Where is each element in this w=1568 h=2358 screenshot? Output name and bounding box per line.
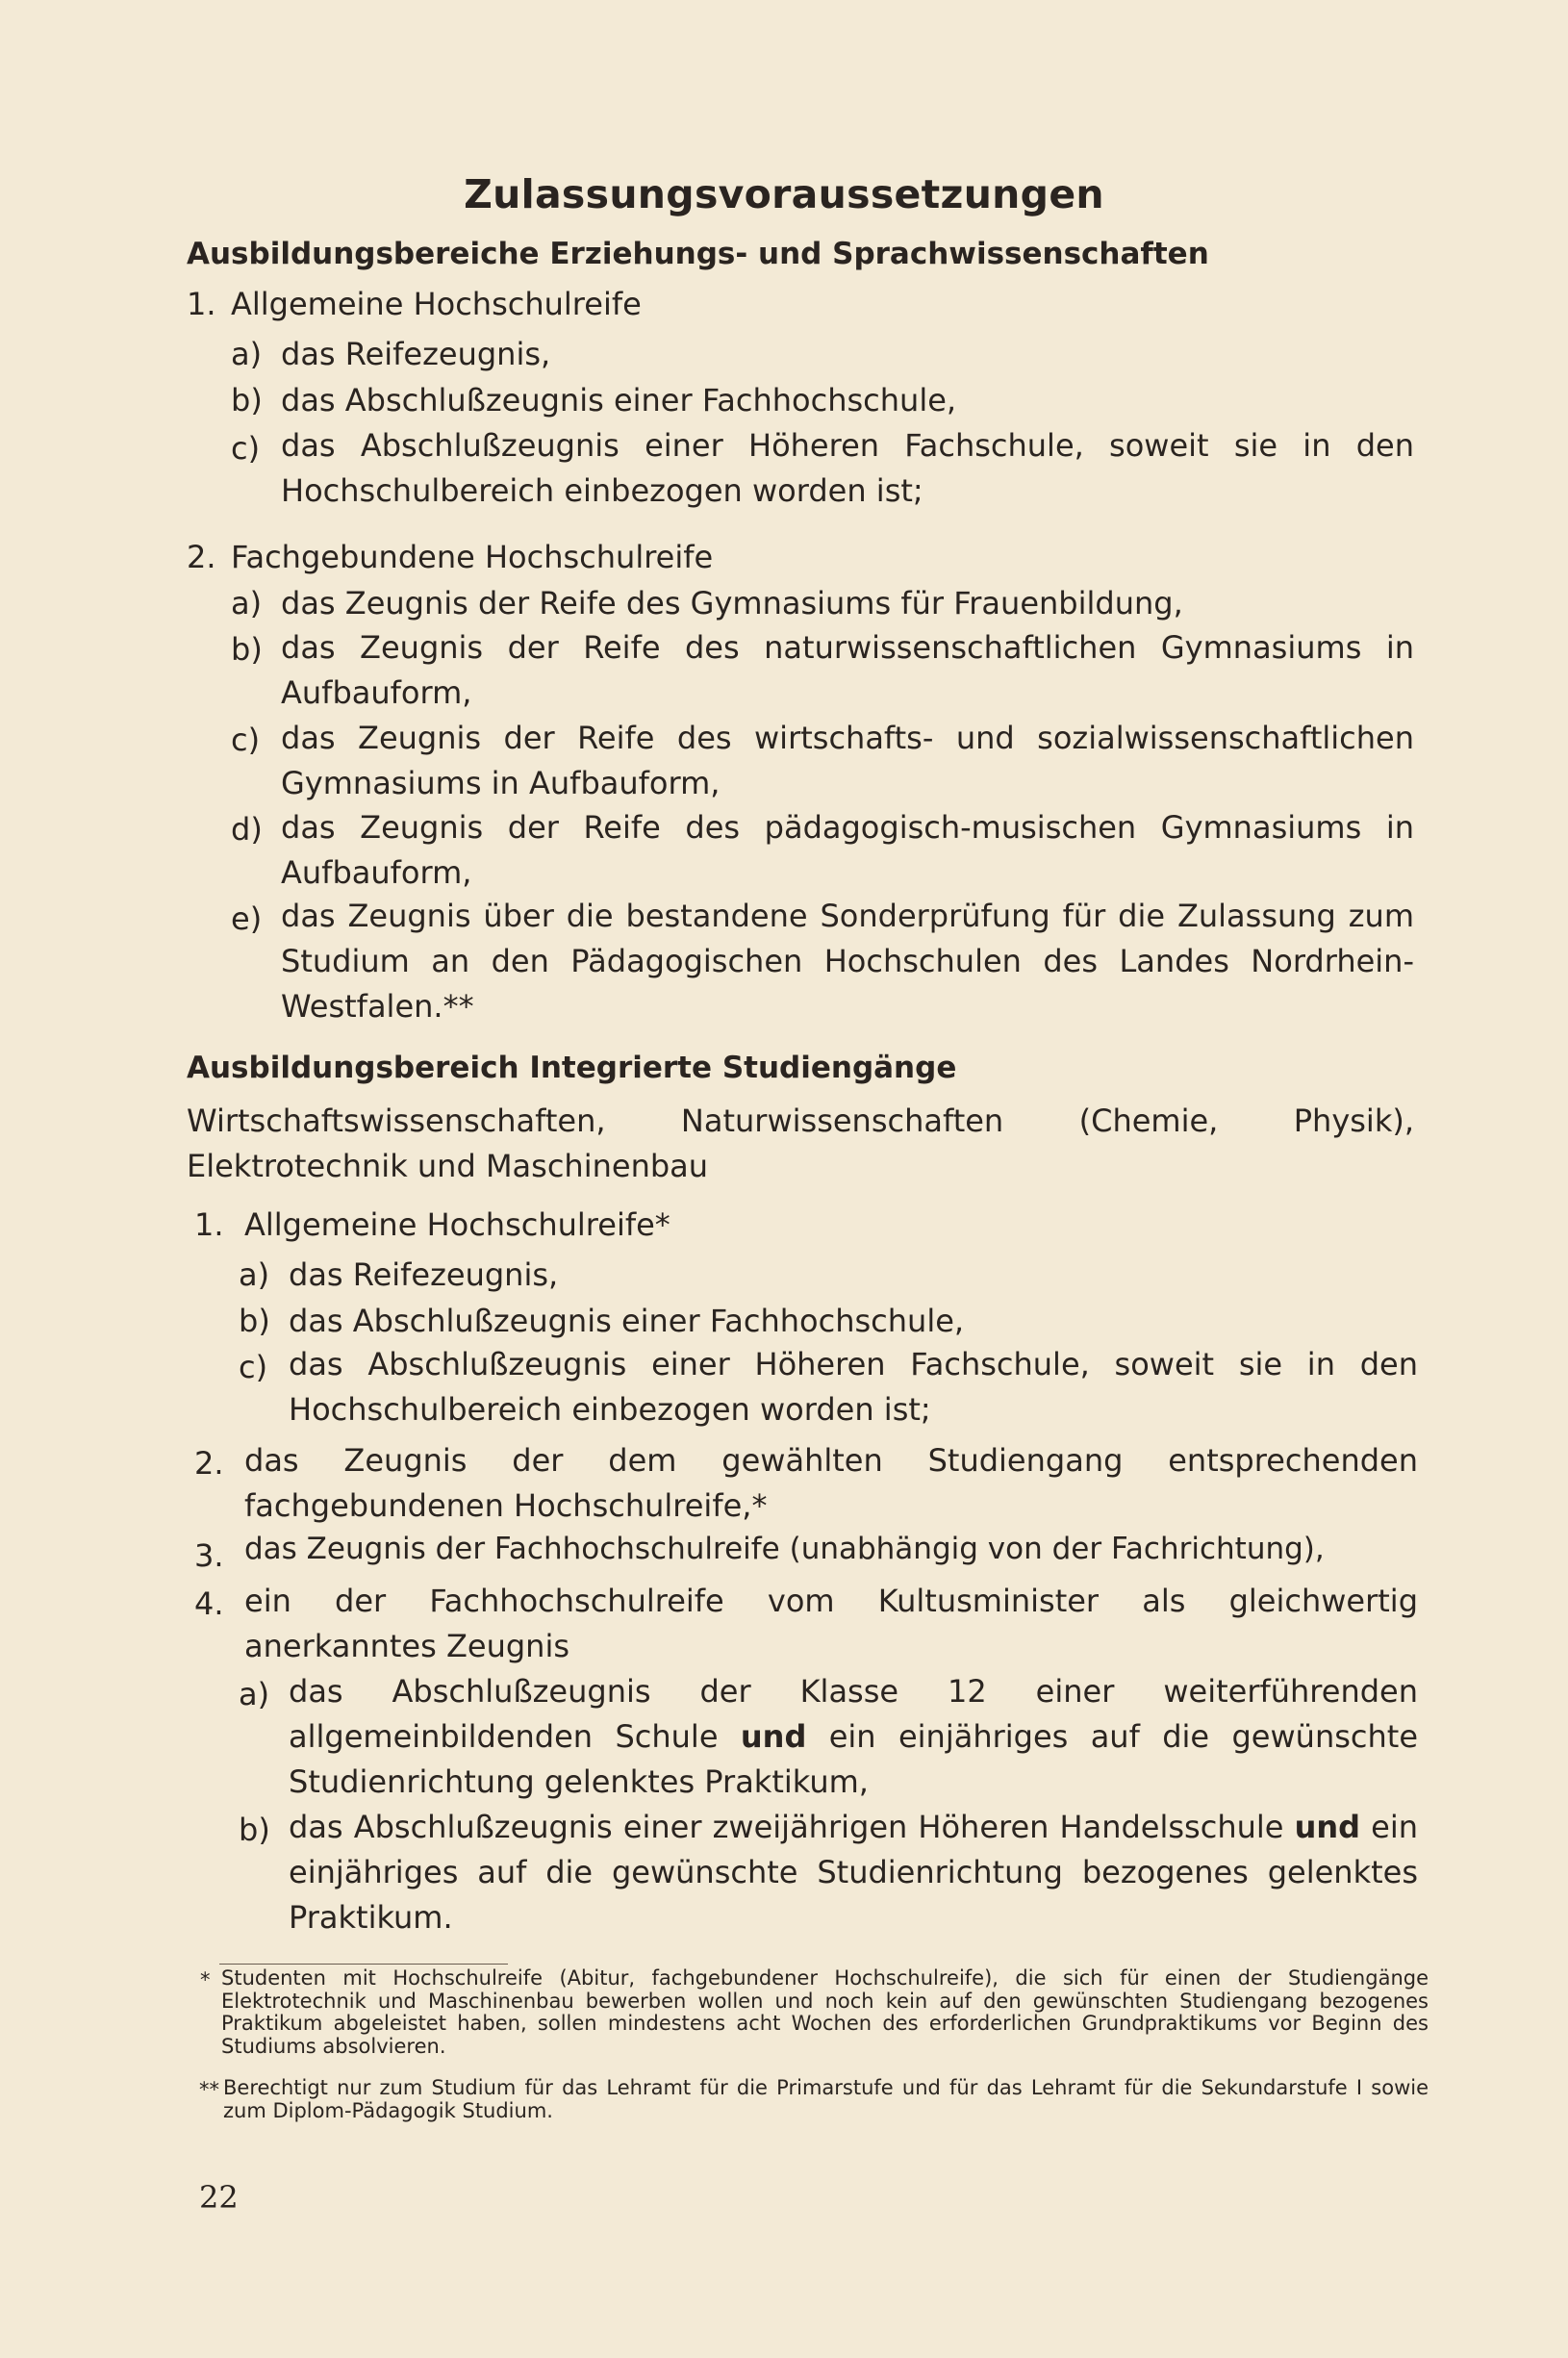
- s1-item1-label: Allgemeine Hochschulreife: [231, 286, 642, 322]
- s1-item2-num: 2.: [187, 539, 216, 575]
- footnote2-text: Berechtigt nur zum Studium für das Lehramt für die Primarstufe und für das Lehramt für die Sekundarstufe I sowie zum Diplom-Pädagogik Studium.: [223, 2076, 1429, 2122]
- s2-i1-a-text: das Reifezeugnis,: [289, 1256, 559, 1293]
- s1-i2-e-mark: e): [231, 900, 263, 937]
- section2-intro: Wirtschaftswissenschaften, Naturwissenschaften (Chemie, Physik), Elektrotechnik und Maschinenbau: [187, 1103, 1414, 1184]
- s1-i2-a-text: das Zeugnis der Reife des Gymnasiums für Frauenbildung,: [281, 585, 1183, 621]
- s2-i1-b-mark: b): [239, 1303, 270, 1339]
- s1-i2-b-text: das Zeugnis der Reife des naturwissenschaftlichen Gymnasiums in Aufbauform,: [281, 629, 1414, 711]
- s2-item2-num: 2.: [194, 1445, 224, 1482]
- s1-i1-c-mark: c): [231, 430, 261, 467]
- page-number: 22: [199, 2179, 239, 2216]
- s2-i1-c-mark: c): [239, 1349, 268, 1385]
- s1-i2-c-text: das Zeugnis der Reife des wirtschafts- und sozialwissenschaftlichen Gymnasiums in Aufbauform,: [281, 720, 1414, 801]
- s2-item3-num: 3.: [194, 1537, 224, 1574]
- s1-i1-b-text: das Abschlußzeugnis einer Fachhochschule,: [281, 382, 957, 418]
- s2-item1-label: Allgemeine Hochschulreife*: [244, 1206, 670, 1243]
- s1-i2-d-mark: d): [231, 811, 263, 848]
- s1-item1-num: 1.: [187, 286, 216, 322]
- section1-heading: Ausbildungsbereiche Erziehungs- und Sprachwissenschaften: [187, 237, 1209, 271]
- footnote1-mark: *: [200, 1968, 211, 1991]
- s1-i2-c-mark: c): [231, 722, 261, 758]
- s2-i4-a-text: das Abschlußzeugnis der Klasse 12 einer weiterführenden allgemeinbildenden Schule und ein einjähriges auf die gewünschte Studienrichtung gelenktes Praktikum,: [289, 1673, 1418, 1800]
- s2-i4-b-und: und: [1294, 1809, 1361, 1845]
- s2-item3-text: das Zeugnis der Fachhochschulreife (unabhängig von der Fachrichtung),: [244, 1532, 1325, 1566]
- s1-i2-b-mark: b): [231, 631, 263, 668]
- footnote2-mark: **: [199, 2078, 219, 2101]
- s2-item4-num: 4.: [194, 1585, 224, 1622]
- s2-item2-text: das Zeugnis der dem gewählten Studiengang entsprechenden fachgebundenen Hochschulreife,*: [244, 1442, 1418, 1524]
- s2-i4-a-mark: a): [239, 1676, 270, 1712]
- s1-i1-a-mark: a): [231, 336, 263, 372]
- page-title: Zulassungsvoraussetzungen: [464, 171, 1104, 217]
- s1-i2-d-text: das Zeugnis der Reife des pädagogisch-musischen Gymnasiums in Aufbauform,: [281, 809, 1414, 891]
- s1-i1-a-text: das Reifezeugnis,: [281, 336, 551, 372]
- s2-i4-b-text: das Abschlußzeugnis einer zweijährigen Höheren Handelsschule und ein einjähriges auf die gewünschte Studienrichtung bezogenes gelenktes Praktikum.: [289, 1809, 1418, 1936]
- s1-i2-a-mark: a): [231, 585, 263, 621]
- s2-item4-text: ein der Fachhochschulreife vom Kultusminister als gleichwertig anerkanntes Zeugnis: [244, 1583, 1418, 1664]
- section2-heading: Ausbildungsbereich Integrierte Studiengänge: [187, 1051, 957, 1085]
- s2-i1-b-text: das Abschlußzeugnis einer Fachhochschule,: [289, 1303, 965, 1339]
- s2-item1-num: 1.: [194, 1206, 224, 1243]
- s1-i1-c-text: das Abschlußzeugnis einer Höheren Fachschule, soweit sie in den Hochschulbereich einbezogen worden ist;: [281, 427, 1414, 509]
- s1-i2-e-text: das Zeugnis über die bestandene Sonderprüfung für die Zulassung zum Studium an den Pädagogischen Hochschulen des Landes Nordrhein-Westfalen.**: [281, 898, 1414, 1025]
- s2-i1-c-text: das Abschlußzeugnis einer Höheren Fachschule, soweit sie in den Hochschulbereich einbezogen worden ist;: [289, 1346, 1418, 1428]
- s2-i1-a-mark: a): [239, 1256, 270, 1293]
- s1-item2-label: Fachgebundene Hochschulreife: [231, 539, 714, 575]
- footnote1-text: Studenten mit Hochschulreife (Abitur, fachgebundener Hochschulreife), die sich für einen der Studiengänge Elektrotechnik und Maschinenbau bewerben wollen und noch kein auf den gewünschten Studiengang bezogenes Praktikum abgeleistet haben, sollen mindestens acht Wochen des erforderlichen Grundpraktikums vor Beginn des Studiums absolvieren.: [221, 1966, 1429, 2058]
- s2-i4-a-und: und: [740, 1718, 807, 1755]
- s1-i1-b-mark: b): [231, 382, 263, 418]
- footnote-rule: [219, 1964, 508, 1965]
- s2-i4-b-mark: b): [239, 1812, 270, 1848]
